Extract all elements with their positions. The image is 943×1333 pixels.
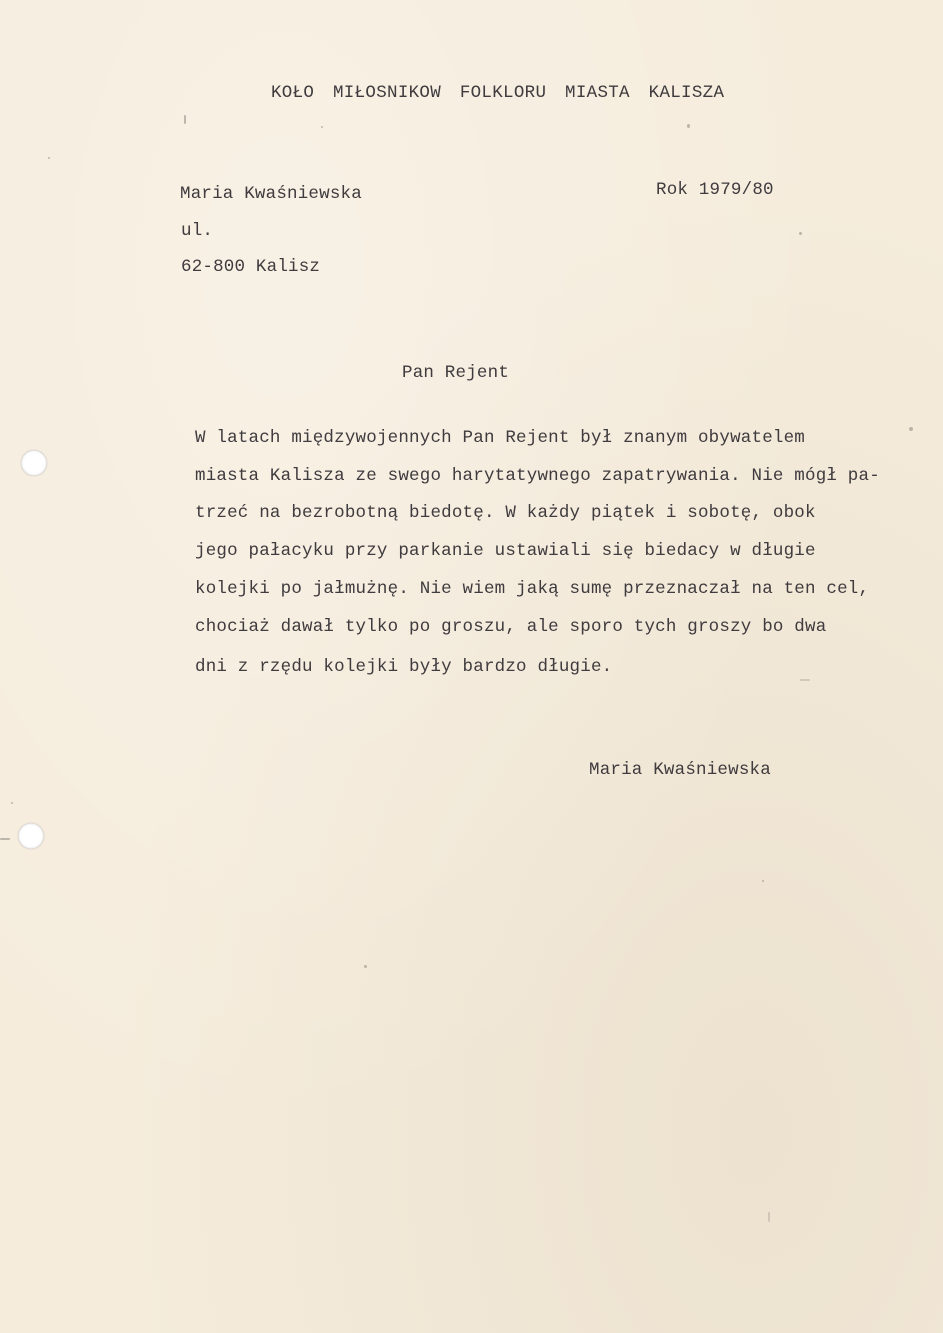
sender-street: ul.: [181, 221, 214, 241]
organization-header: KOŁO MIŁOSNIKOW FOLKLORU MIASTA KALISZA: [271, 83, 725, 103]
paper-speck: [184, 115, 186, 124]
paper-speck: [11, 802, 13, 804]
paper-speck: [799, 232, 802, 235]
body-line: chociaż dawał tylko po groszu, ale sporo tych groszy bo dwa: [195, 617, 827, 637]
body-line: dni z rzędu kolejki były bardzo długie.: [195, 657, 613, 677]
paper-speck: [768, 1212, 770, 1222]
paper-speck: [0, 838, 10, 840]
punch-hole-top: [21, 450, 47, 476]
paper-speck: [321, 126, 323, 128]
punch-hole-bottom: [18, 823, 44, 849]
paper-speck: [48, 157, 50, 159]
signature: Maria Kwaśniewska: [589, 760, 771, 780]
sender-city: 62-800 Kalisz: [181, 257, 321, 277]
body-line: trzeć na bezrobotną biedotę. W każdy piątek i sobotę, obok: [195, 503, 816, 523]
paper-speck: [800, 679, 810, 681]
paper-speck: [687, 124, 690, 128]
body-line: kolejki po jałmużnę. Nie wiem jaką sumę przeznaczał na ten cel,: [195, 579, 870, 599]
document-year: Rok 1979/80: [656, 180, 774, 200]
paper-speck: [364, 965, 367, 968]
body-line: jego pałacyku przy parkanie ustawiali się biedacy w długie: [195, 541, 816, 561]
letter-title: Pan Rejent: [402, 363, 510, 383]
paper-speck: [762, 880, 764, 882]
body-line: miasta Kalisza ze swego harytatywnego zapatrywania. Nie mógł pa-: [195, 466, 880, 486]
body-line: W latach międzywojennych Pan Rejent był znanym obywatelem: [195, 428, 805, 448]
paper-speck: [909, 427, 913, 431]
sender-name: Maria Kwaśniewska: [180, 184, 362, 204]
